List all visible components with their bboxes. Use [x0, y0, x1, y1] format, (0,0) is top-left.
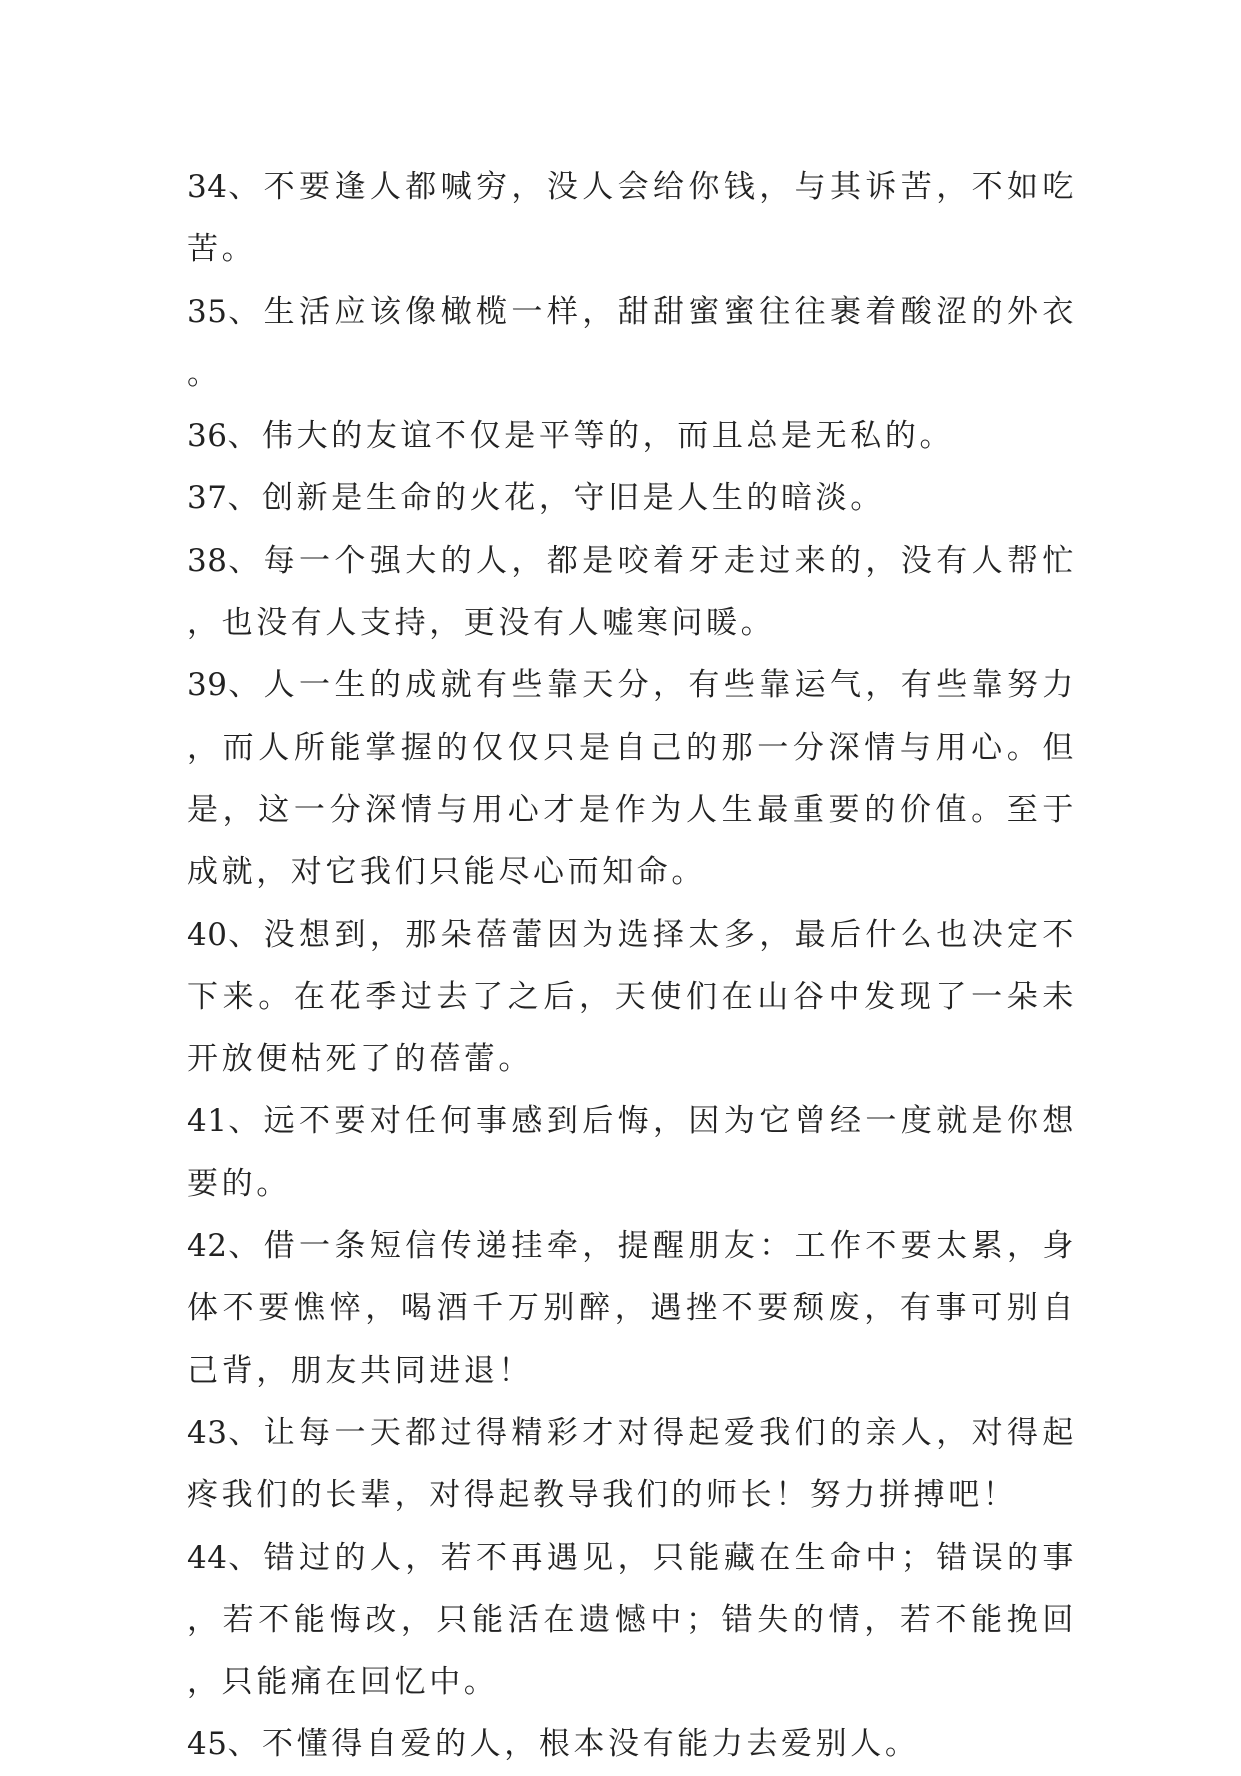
quote-text: 、远不要对任何事感到后悔，因为它曾经一度就是你想要的。: [187, 1103, 1077, 1202]
quote-item-42: [187, 1215, 1077, 1402]
quote-number: 37: [187, 480, 228, 517]
quote-item-41: [187, 1090, 1077, 1215]
quote-text: 、生活应该像橄榄一样，甜甜蜜蜜往往裹着酸涩的外衣。: [187, 293, 1077, 392]
quote-number: 41: [187, 1103, 228, 1140]
quote-text: 、借一条短信传递挂牵，提醒朋友：工作不要太累，身体不要憔悴，喝酒千万别醉，遇挫不要颓废，有事可别自己背，朋友共同进退！: [187, 1228, 1077, 1389]
quote-item-40: [187, 904, 1077, 1091]
quote-text: 、伟大的友谊不仅是平等的，而且总是无私的。: [227, 418, 955, 455]
quote-number: 44: [187, 1539, 228, 1576]
quote-number: 39: [187, 667, 228, 704]
quote-text: 、每一个强大的人，都是咬着牙走过来的，没有人帮忙，也没有人支持，更没有人嘘寒问暖。: [187, 542, 1077, 642]
quote-number: 38: [187, 542, 228, 579]
quote-item-36: [187, 405, 1077, 467]
quote-item-44: [187, 1527, 1077, 1714]
quote-text: 、没想到，那朵蓓蕾因为选择太多，最后什么也决定不下来。在花季过去了之后，天使们在山谷中发现了一朵未开放便枯死了的蓓蕾。: [187, 916, 1077, 1078]
quote-text: 、创新是生命的火花，守旧是人生的暗淡。: [227, 480, 885, 517]
quote-item-37: [187, 467, 1077, 529]
quote-text: 、不要逢人都喊穷，没人会给你钱，与其诉苦，不如吃苦。: [187, 169, 1077, 268]
quote-number: 40: [187, 916, 228, 953]
quote-item-45: [187, 1713, 1077, 1775]
quote-number: 34: [187, 169, 228, 205]
quote-item-35: [187, 281, 1077, 406]
quote-text: 、不懂得自爱的人，根本没有能力去爱别人。: [227, 1726, 920, 1763]
quote-text: 、人一生的成就有些靠天分，有些靠运气，有些靠努力，而人所能掌握的仅仅只是自己的那一分深情与用心。但是，这一分深情与用心才是作为人生最重要的价值。至于成就，对它我们只能尽心而知命。: [187, 667, 1077, 891]
quote-number: 36: [187, 418, 228, 455]
quote-list: [187, 156, 1077, 1776]
quote-text: 、错过的人，若不再遇见，只能藏在生命中；错误的事，若不能悔改，只能活在遗憾中；错失的情，若不能挽回，只能痛在回忆中。: [187, 1539, 1077, 1701]
quote-item-38: [187, 530, 1077, 655]
quote-number: 43: [187, 1414, 228, 1451]
quote-item-34: [187, 156, 1077, 281]
quote-number: 42: [187, 1228, 228, 1265]
quote-item-39: [187, 654, 1077, 903]
quote-number: 45: [187, 1726, 228, 1763]
quote-item-43: [187, 1402, 1077, 1527]
quote-number: 35: [187, 293, 228, 330]
quote-text: 、让每一天都过得精彩才对得起爱我们的亲人，对得起疼我们的长辈，对得起教导我们的师长！努力拼搏吧！: [187, 1414, 1077, 1514]
